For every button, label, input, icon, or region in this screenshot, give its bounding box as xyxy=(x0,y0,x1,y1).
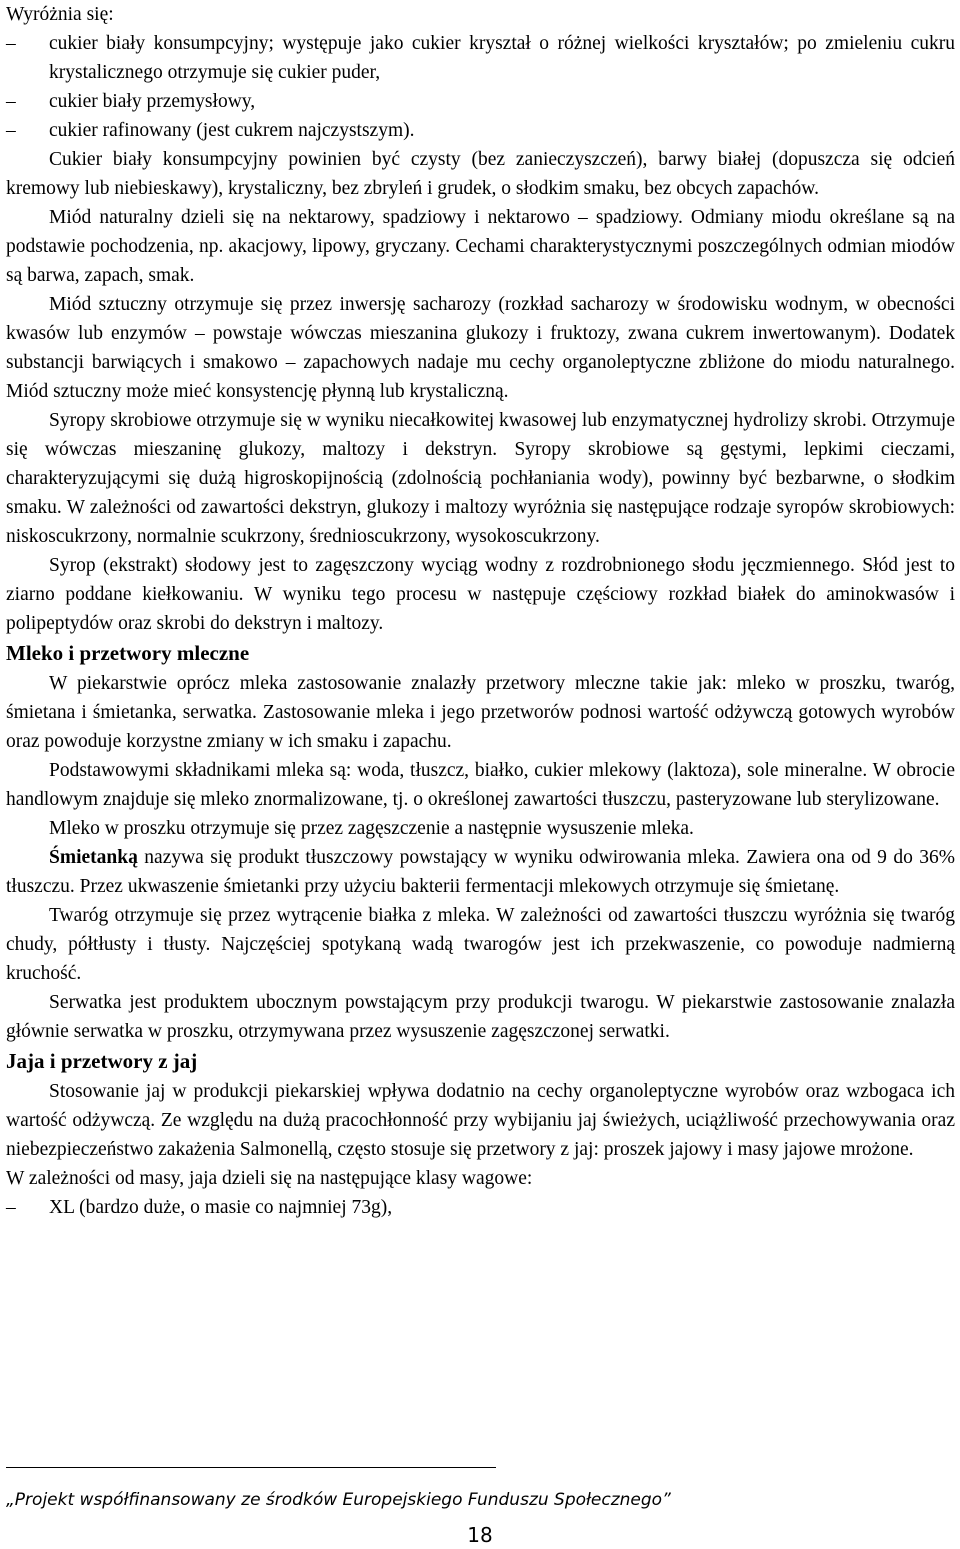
paragraph-artificial-honey: Miód sztuczny otrzymuje się przez inwersję sacharozy (rozkład sacharozy w środowisku wodnym, w obecności kwasów lub enzymów – powstaje wówczas mieszanina glukozy i fruktozy, zwana cukrem inwertowanym). Dodatek substancji barwiących i smakowo – zapachowych nadaje mu cechy organoleptyczne zbliżone do miodu naturalnego. Miód sztuczny może mieć konsystencję płynną lub krystaliczną. xyxy=(6,294,955,402)
list-item xyxy=(6,116,955,145)
sugar-list xyxy=(6,29,955,145)
footer-divider xyxy=(6,1467,496,1468)
paragraph-whey: Serwatka jest produktem ubocznym powstającym przy produkcji twarogu. W piekarstwie zastosowanie znalazła głównie serwatka w proszku, otrzymywana przez wysuszenie zagęszczonej serwatki. xyxy=(6,992,955,1042)
paragraph-cream xyxy=(6,843,955,901)
document-page xyxy=(6,0,955,1222)
paragraph-starch-syrups: Syropy skrobiowe otrzymuje się w wyniku niecałkowitej kwasowej lub enzymatycznej hydrolizy skrobi. Otrzymuje się wówczas mieszaninę glukozy, maltozy i dekstryn. Syropy skrobiowe są gęstymi, lepkimi cieczami, charakteryzującymi się dużą higroskopijnością (zdolnością pochłaniania wody), powinny być bezbarwne, o słodkim smaku. W zależności od zawartości dekstryn, glukozy i maltozy wyróżnia się następujące rodzaje syropów skrobiowych: niskoscukrzony, normalnie scukrzony, średnioscukrzony, wysokoscukrzony. xyxy=(6,410,955,547)
list-item-text: cukier rafinowany (jest cukrem najczystszym). xyxy=(49,120,415,141)
dash-bullet: – xyxy=(6,33,16,54)
list-item xyxy=(6,1193,955,1222)
section-heading-eggs: Jaja i przetwory z jaj xyxy=(6,1049,198,1073)
paragraph-milk-components: Podstawowymi składnikami mleka są: woda, tłuszcz, białko, cukier mlekowy (laktoza), sole mineralne. W obrocie handlowym znajduje się mleko znormalizowane, tj. o określonej zawartości tłuszczu, pasteryzowane lub sterylizowane. xyxy=(6,760,955,810)
cream-text: nazywa się produkt tłuszczowy powstający w wyniku odwirowania mleka. Zawiera ona od 9 do 36% tłuszczu. Przez ukwaszenie śmietanki przy użyciu bakterii fermentacji mlekowych otrzymuje się śmietanę. xyxy=(6,847,955,897)
paragraph-curd: Twaróg otrzymuje się przez wytrącenie białka z mleka. W zależności od zawartości tłuszczu wyróżnia się twaróg chudy, półtłusty i tłusty. Najczęściej spotykaną wadą twarogów jest ich przekwaszenie, co powoduje nadmierną kruchość. xyxy=(6,905,955,984)
list-item xyxy=(6,29,955,87)
list-item xyxy=(6,87,955,116)
footer-funding-note: „Projekt współfinansowany ze środków Europejskiego Funduszu Społecznego” xyxy=(6,1490,671,1510)
list-item-text: XL (bardzo duże, o masie co najmniej 73g), xyxy=(49,1197,393,1218)
paragraph-malt-syrup: Syrop (ekstrakt) słodowy jest to zagęszczony wyciąg wodny z rozdrobnionego słodu jęczmiennego. Słód jest to ziarno poddane kiełkowaniu. W wyniku tego procesu w następuje częściowy rozkład białek do aminokwasów i polipeptydów oraz skrobi do dekstryn i maltozy. xyxy=(6,555,955,634)
dash-bullet: – xyxy=(6,91,16,112)
list-item-text: cukier biały konsumpcyjny; występuje jako cukier kryształ o różnej wielkości kryształów; po zmieleniu cukru krystalicznego otrzymuje się cukier puder, xyxy=(49,33,955,83)
intro-line: Wyróżnia się: xyxy=(6,4,114,25)
section-heading-milk: Mleko i przetwory mleczne xyxy=(6,641,250,665)
paragraph-egg-classes: W zależności od masy, jaja dzieli się na następujące klasy wagowe: xyxy=(6,1168,533,1189)
paragraph-eggs: Stosowanie jaj w produkcji piekarskiej wpływa dodatnio na cechy organoleptyczne wyrobów oraz wzbogaca ich wartość odżywczą. Ze względu na dużą pracochłonność przy wybijaniu jaj świeżych, uciążliwość przechowywania oraz niebezpieczeństwo zakażenia Salmonellą, często stosuje się przetwory z jaj: proszek jajowy i masy jajowe mrożone. xyxy=(6,1081,955,1160)
egg-class-list xyxy=(6,1193,955,1222)
cream-term: Śmietanką xyxy=(49,847,138,868)
list-item-text: cukier biały przemysłowy, xyxy=(49,91,256,112)
paragraph-sugar: Cukier biały konsumpcyjny powinien być czysty (bez zanieczyszczeń), barwy białej (dopuszcza się odcień kremowy lub niebieskawy), krystaliczny, bez zbryleń i grudek, o słodkim smaku, bez obcych zapachów. xyxy=(6,149,955,199)
paragraph-milk-products: W piekarstwie oprócz mleka zastosowanie znalazły przetwory mleczne takie jak: mleko w proszku, twaróg, śmietana i śmietanka, serwatka. Zastosowanie mleka i jego przetworów podnosi wartość odżywczą gotowych wyrobów oraz powoduje korzystne zmiany w ich smaku i zapachu. xyxy=(6,673,955,752)
paragraph-honey: Miód naturalny dzieli się na nektarowy, spadziowy i nektarowo – spadziowy. Odmiany miodu określane są na podstawie pochodzenia, np. akacjowy, lipowy, gryczany. Cechami charakterystycznymi poszczególnych odmian miodów są barwa, zapach, smak. xyxy=(6,207,955,286)
dash-bullet: – xyxy=(6,1197,16,1218)
paragraph-milk-powder: Mleko w proszku otrzymuje się przez zagęszczenie a następnie wysuszenie mleka. xyxy=(49,818,694,839)
page-number: 18 xyxy=(467,1523,493,1547)
dash-bullet: – xyxy=(6,120,16,141)
